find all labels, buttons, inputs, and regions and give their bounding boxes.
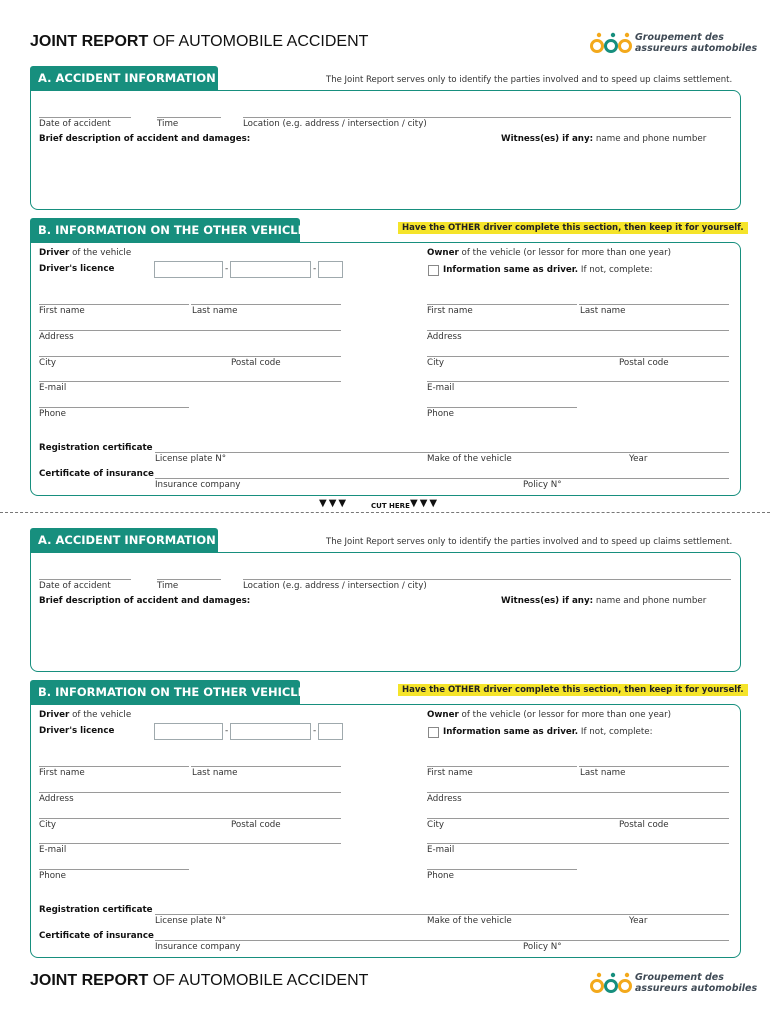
registration-label: Registration certificate xyxy=(39,905,153,915)
owner-city-field[interactable] xyxy=(427,818,729,819)
driver-phone-field[interactable] xyxy=(39,407,189,408)
section-b-highlight: Have the OTHER driver complete this section, then keep it for yourself. xyxy=(398,222,748,234)
driver-first-name-label: First name xyxy=(39,306,85,316)
same-as-driver-label: Information same as driver. If not, complete: xyxy=(443,727,653,737)
date-field[interactable] xyxy=(39,117,131,118)
policy-label: Policy N° xyxy=(523,942,562,952)
insurance-field[interactable] xyxy=(155,478,729,479)
licence-dash: - xyxy=(313,264,317,274)
section-b-box xyxy=(30,242,741,496)
date-label: Date of accident xyxy=(39,581,111,591)
driver-email-field[interactable] xyxy=(39,381,341,382)
driver-city-field[interactable] xyxy=(39,818,341,819)
owner-postal-label: Postal code xyxy=(619,820,669,830)
section-a-title: A. ACCIDENT INFORMATION xyxy=(30,528,218,552)
license-plate-label: License plate N° xyxy=(155,454,227,464)
driver-first-name-field[interactable] xyxy=(39,304,189,305)
description-area[interactable] xyxy=(39,149,489,204)
description-label: Brief description of accident and damages: xyxy=(39,134,251,144)
time-label: Time xyxy=(157,581,179,591)
gaa-logo-icon xyxy=(590,32,632,56)
driver-phone-label: Phone xyxy=(39,871,66,881)
owner-address-field[interactable] xyxy=(427,330,729,331)
licence-input-1[interactable] xyxy=(154,261,223,278)
owner-email-field[interactable] xyxy=(427,381,729,382)
licence-label: Driver's licence xyxy=(39,726,115,736)
page-title-bottom: JOINT REPORT OF AUTOMOBILE ACCIDENT xyxy=(30,972,369,989)
registration-field[interactable] xyxy=(155,914,729,915)
time-label: Time xyxy=(157,119,179,129)
licence-input-1[interactable] xyxy=(154,723,223,740)
same-as-driver-label: Information same as driver. If not, complete: xyxy=(443,265,653,275)
licence-input-2[interactable] xyxy=(230,723,311,740)
driver-last-name-field[interactable] xyxy=(191,766,341,767)
section-a-note: The Joint Report serves only to identify the parties involved and to speed up claims settlement. xyxy=(326,537,733,547)
driver-phone-field[interactable] xyxy=(39,869,189,870)
driver-address-field[interactable] xyxy=(39,330,341,331)
same-as-driver-checkbox[interactable] xyxy=(428,727,439,738)
owner-email-field[interactable] xyxy=(427,843,729,844)
owner-email-label: E-mail xyxy=(427,845,455,855)
driver-city-label: City xyxy=(39,358,57,368)
section-b-highlight: Have the OTHER driver complete this section, then keep it for yourself. xyxy=(398,684,748,696)
section-b-title: B. INFORMATION ON THE OTHER VEHICLE xyxy=(30,680,300,704)
owner-postal-label: Postal code xyxy=(619,358,669,368)
page-title: JOINT REPORT OF AUTOMOBILE ACCIDENT xyxy=(30,33,369,50)
same-as-driver-checkbox[interactable] xyxy=(428,265,439,276)
section-a-box xyxy=(30,90,741,210)
section-b-title: B. INFORMATION ON THE OTHER VEHICLE xyxy=(30,218,300,242)
cut-arrows-right: ▼▼▼ xyxy=(410,498,440,509)
registration-field[interactable] xyxy=(155,452,729,453)
driver-city-label: City xyxy=(39,820,57,830)
location-field[interactable] xyxy=(243,579,731,580)
section-b-box xyxy=(30,704,741,958)
driver-postal-label: Postal code xyxy=(231,358,281,368)
owner-phone-label: Phone xyxy=(427,871,454,881)
registration-label: Registration certificate xyxy=(39,443,153,453)
time-field[interactable] xyxy=(157,579,221,580)
licence-input-2[interactable] xyxy=(230,261,311,278)
owner-last-name-field[interactable] xyxy=(579,304,729,305)
location-label: Location (e.g. address / intersection / city) xyxy=(243,581,427,591)
make-label: Make of the vehicle xyxy=(427,916,512,926)
date-field[interactable] xyxy=(39,579,131,580)
insurance-field[interactable] xyxy=(155,940,729,941)
licence-dash: - xyxy=(313,726,317,736)
section-a-title: A. ACCIDENT INFORMATION xyxy=(30,66,218,90)
logo-text: Groupement des assureurs automobiles xyxy=(635,32,758,54)
owner-first-name-label: First name xyxy=(427,768,473,778)
year-label: Year xyxy=(629,916,648,926)
section-a-note: The Joint Report serves only to identify the parties involved and to speed up claims settlement. xyxy=(326,75,733,85)
licence-label: Driver's licence xyxy=(39,264,115,274)
time-field[interactable] xyxy=(157,117,221,118)
license-plate-label: License plate N° xyxy=(155,916,227,926)
owner-last-name-field[interactable] xyxy=(579,766,729,767)
owner-city-field[interactable] xyxy=(427,356,729,357)
driver-first-name-field[interactable] xyxy=(39,766,189,767)
driver-address-field[interactable] xyxy=(39,792,341,793)
driver-address-label: Address xyxy=(39,332,74,342)
driver-phone-label: Phone xyxy=(39,409,66,419)
date-label: Date of accident xyxy=(39,119,111,129)
owner-label: Owner of the vehicle (or lessor for more than one year) xyxy=(427,710,672,720)
licence-dash: - xyxy=(225,264,229,274)
driver-last-name-label: Last name xyxy=(192,768,238,778)
description-label: Brief description of accident and damages: xyxy=(39,596,251,606)
witness-label: Witness(es) if any: name and phone number xyxy=(501,596,707,606)
licence-input-3[interactable] xyxy=(318,261,343,278)
section-a-box xyxy=(30,552,741,672)
description-area[interactable] xyxy=(39,611,489,666)
owner-city-label: City xyxy=(427,820,445,830)
insurance-company-label: Insurance company xyxy=(155,942,241,952)
owner-email-label: E-mail xyxy=(427,383,455,393)
driver-label: Driver of the vehicle xyxy=(39,710,132,720)
owner-address-field[interactable] xyxy=(427,792,729,793)
driver-first-name-label: First name xyxy=(39,768,85,778)
driver-email-field[interactable] xyxy=(39,843,341,844)
driver-email-label: E-mail xyxy=(39,383,67,393)
owner-last-name-label: Last name xyxy=(580,768,626,778)
owner-first-name-field[interactable] xyxy=(427,766,577,767)
witness-area[interactable] xyxy=(501,611,731,666)
owner-label: Owner of the vehicle (or lessor for more than one year) xyxy=(427,248,672,258)
logo-text: Groupement des assureurs automobiles xyxy=(635,972,758,994)
driver-address-label: Address xyxy=(39,794,74,804)
gaa-logo xyxy=(590,972,758,998)
owner-address-label: Address xyxy=(427,332,462,342)
year-label: Year xyxy=(629,454,648,464)
owner-phone-field[interactable] xyxy=(427,407,577,408)
owner-phone-field[interactable] xyxy=(427,869,577,870)
witness-label: Witness(es) if any: name and phone number xyxy=(501,134,707,144)
driver-postal-label: Postal code xyxy=(231,820,281,830)
insurance-cert-label: Certificate of insurance xyxy=(39,931,154,941)
location-label: Location (e.g. address / intersection / city) xyxy=(243,119,427,129)
gaa-logo xyxy=(590,32,758,58)
location-field[interactable] xyxy=(243,117,731,118)
insurance-company-label: Insurance company xyxy=(155,480,241,490)
witness-area[interactable] xyxy=(501,149,731,204)
cut-here-label: CUT HERE xyxy=(371,502,410,510)
cut-arrows-left: ▼▼▼ xyxy=(319,498,349,509)
owner-first-name-label: First name xyxy=(427,306,473,316)
driver-last-name-label: Last name xyxy=(192,306,238,316)
driver-label: Driver of the vehicle xyxy=(39,248,132,258)
licence-input-3[interactable] xyxy=(318,723,343,740)
licence-dash: - xyxy=(225,726,229,736)
driver-city-field[interactable] xyxy=(39,356,341,357)
owner-city-label: City xyxy=(427,358,445,368)
driver-last-name-field[interactable] xyxy=(191,304,341,305)
cut-line xyxy=(0,512,770,513)
owner-address-label: Address xyxy=(427,794,462,804)
insurance-cert-label: Certificate of insurance xyxy=(39,469,154,479)
owner-last-name-label: Last name xyxy=(580,306,626,316)
owner-first-name-field[interactable] xyxy=(427,304,577,305)
make-label: Make of the vehicle xyxy=(427,454,512,464)
policy-label: Policy N° xyxy=(523,480,562,490)
driver-email-label: E-mail xyxy=(39,845,67,855)
gaa-logo-icon xyxy=(590,972,632,996)
owner-phone-label: Phone xyxy=(427,409,454,419)
